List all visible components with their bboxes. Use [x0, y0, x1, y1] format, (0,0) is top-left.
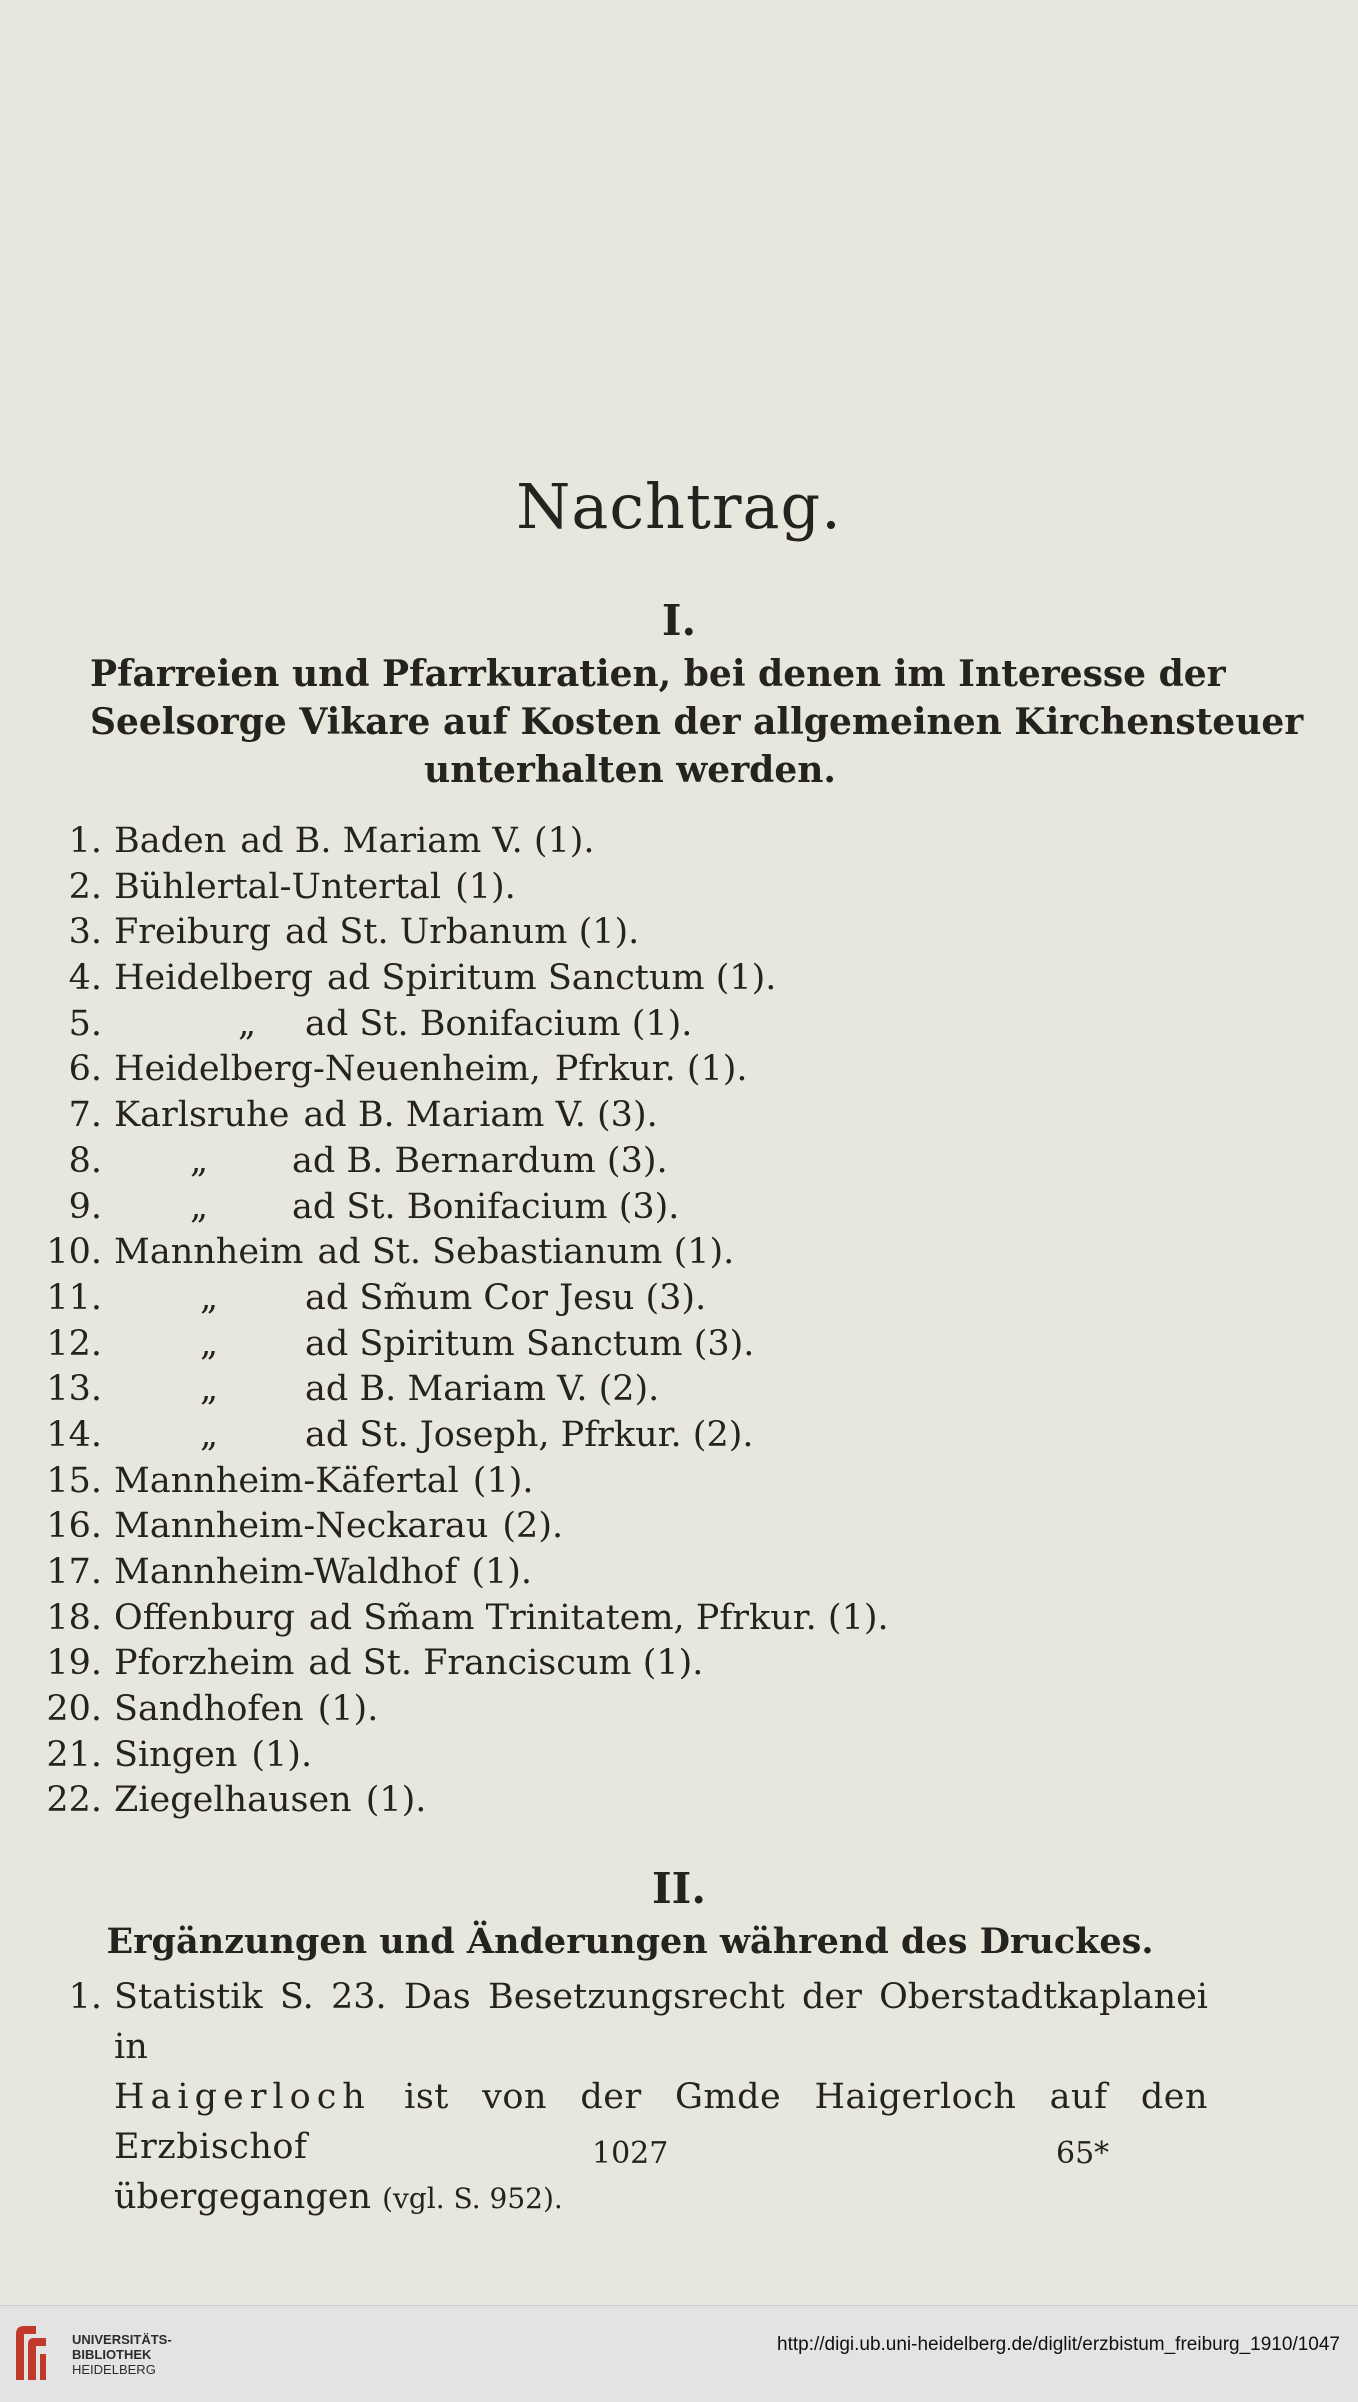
sheet-signature: 65* [1056, 2136, 1110, 2171]
dedication: ad St. Urbanum (1). [285, 912, 640, 953]
item-number: 1. [68, 821, 102, 861]
item-number: 11. [46, 1277, 102, 1318]
place-name: Heidelberg-Neuenheim, [114, 1049, 541, 1090]
dedication: (1). [472, 1460, 534, 1501]
place-name: Freiburg [114, 912, 272, 953]
dedication: (1). [455, 866, 516, 907]
place-name: Offenburg [114, 1597, 295, 1638]
item-number: 4. [68, 958, 102, 999]
dedication: ad St. Joseph, Pfrkur. (2). [305, 1414, 754, 1455]
errata-line-text: übergegangen [114, 2177, 371, 2217]
ditto-mark: „ [200, 1277, 219, 1318]
item-number: 20. [46, 1689, 102, 1730]
ditto-mark: „ [200, 1369, 219, 1410]
page-number: 1027 [592, 2136, 669, 2171]
dedication: ad Spiritum Sanctum (3). [305, 1323, 755, 1364]
ditto-mark: „ [200, 1414, 219, 1455]
section-1-heading-line: unterhalten werden. [424, 749, 836, 791]
item-number: 8. [68, 1140, 102, 1181]
item-number: 7. [68, 1095, 102, 1136]
section-1-numeral: I. [661, 596, 697, 645]
item-number: 13. [46, 1369, 102, 1410]
dedication: ad St. Sebastianum (1). [317, 1232, 735, 1273]
item-number: 19. [46, 1643, 102, 1684]
dedication: ad St. Franciscum (1). [308, 1643, 704, 1684]
section-2-heading-line: Ergänzungen und Änderungen während des Druckes. [106, 1921, 1154, 1962]
place-name: Mannheim-Waldhof [114, 1552, 458, 1592]
ditto-mark: „ [238, 1003, 257, 1044]
item-number: 18. [46, 1597, 102, 1638]
place-name: Ziegelhausen [114, 1780, 352, 1821]
ditto-mark: „ [200, 1323, 219, 1364]
place-name: Pforzheim [114, 1643, 295, 1684]
library-name-line: UNIVERSITÄTS- [72, 2332, 172, 2347]
dedication: ad B. Mariam V. (3). [303, 1095, 658, 1136]
dedication: ad B. Mariam V. (2). [305, 1369, 660, 1410]
errata-number: 1. [68, 1977, 102, 2017]
ditto-mark: „ [190, 1140, 209, 1181]
item-number: 10. [46, 1232, 102, 1273]
viewer-footer-bar [0, 2305, 1358, 2402]
section-1-heading-line: Pfarreien und Pfarrkuratien, bei denen im Interesse der [90, 653, 1226, 695]
dedication: ad B. Mariam V. (1). [240, 821, 595, 861]
section-2-numeral: II. [652, 1864, 706, 1913]
errata-line: Statistik S. 23. Das Besetzungsrecht der Oberstadtkaplanei in [114, 1977, 1208, 2067]
dedication: (1). [317, 1689, 379, 1730]
item-number: 12. [46, 1323, 102, 1364]
dedication: (1). [471, 1552, 533, 1592]
item-number: 21. [46, 1734, 102, 1775]
item-number: 3. [68, 912, 102, 953]
permalink-url[interactable]: http://digi.ub.uni-heidelberg.de/diglit/erzbistum_freiburg_1910/1047 [777, 2334, 1340, 2355]
library-name-line: HEIDELBERG [72, 2362, 156, 2377]
dedication: (1). [365, 1780, 427, 1821]
section-1-heading [90, 650, 1304, 794]
ditto-mark: „ [190, 1186, 209, 1227]
dedication: Pfrkur. (1). [554, 1049, 748, 1090]
dedication: ad Spiritum Sanctum (1). [327, 958, 777, 999]
place-name: Singen [114, 1734, 238, 1775]
place-name-spaced: Haigerloch [114, 2077, 371, 2117]
dedication: ad St. Bonifacium (1). [305, 1003, 693, 1044]
library-name-line: BIBLIOTHEK [72, 2347, 152, 2362]
place-name: Mannheim-Käfertal [114, 1460, 459, 1501]
place-name: Mannheim [114, 1232, 304, 1273]
dedication: ad Sm̃um Cor Jesu (3). [305, 1277, 707, 1318]
library-name [72, 2332, 172, 2377]
item-number: 6. [68, 1049, 102, 1090]
item-number: 22. [46, 1780, 102, 1821]
item-number: 15. [46, 1460, 102, 1501]
dedication: ad Sm̃am Trinitatem, Pfrkur. (1). [308, 1597, 889, 1638]
item-number: 9. [68, 1186, 102, 1227]
item-number: 5. [68, 1003, 102, 1044]
place-name: Heidelberg [114, 958, 313, 999]
place-name: Karlsruhe [114, 1095, 290, 1136]
place-name: Mannheim-Neckarau [114, 1506, 489, 1547]
section-1-heading-line: Seelsorge Vikare auf Kosten der allgemeinen Kirchensteuer [90, 701, 1304, 743]
errata-line [114, 2172, 1208, 2224]
place-name: Sandhofen [114, 1689, 304, 1730]
item-number: 2. [68, 866, 102, 907]
page-title: Nachtrag. [516, 470, 842, 543]
dedication: ad St. Bonifacium (3). [292, 1186, 680, 1227]
dedication: (1). [251, 1734, 313, 1775]
item-number: 17. [46, 1552, 102, 1592]
errata-line-rest: ist von der Gmde Haigerloch auf den Erzbischof [114, 2077, 1208, 2167]
item-number: 14. [46, 1414, 102, 1455]
place-name: Bühlertal-Untertal [114, 866, 442, 907]
errata-text [114, 1972, 1208, 2224]
library-logo-icon [12, 2320, 50, 2384]
dedication: (2). [502, 1506, 564, 1547]
item-number: 16. [46, 1506, 102, 1547]
section-2-heading [90, 1918, 1170, 1966]
dedication: ad B. Bernardum (3). [292, 1140, 668, 1181]
place-name: Baden [114, 821, 227, 861]
errata-reference: (vgl. S. 952). [382, 2182, 563, 2215]
